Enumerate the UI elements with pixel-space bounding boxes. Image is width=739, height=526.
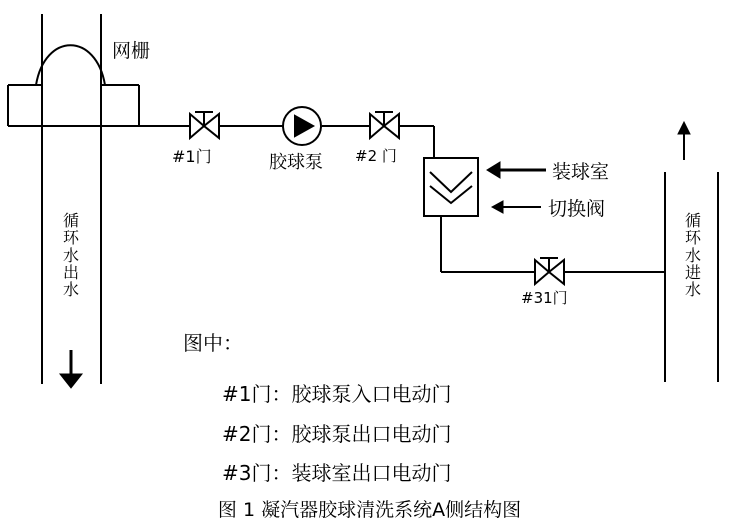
label-switch-valve: 切换阀 — [548, 198, 606, 220]
figure-caption: 图 1 凝汽器胶球清洗系统A侧结构图 — [217, 499, 522, 521]
ball-room-callout-arrow — [487, 162, 546, 178]
label-valve-1: #1门 — [172, 147, 212, 166]
flow-arrow-up — [678, 122, 690, 160]
legend-heading: 图中： — [183, 331, 243, 355]
label-circ-outlet: 循环水出水 — [63, 211, 80, 300]
label-ball-room: 装球室 — [552, 161, 610, 183]
label-valve-3: #31门 — [521, 289, 568, 307]
valve-1-icon[interactable] — [190, 112, 219, 138]
switch-valve-callout-arrow — [492, 201, 541, 213]
ball-room-vessel[interactable] — [424, 126, 478, 216]
label-circ-inlet: 循环水进水 — [685, 211, 702, 300]
label-grid: 网栅 — [112, 40, 151, 62]
circ-outlet-duct — [42, 14, 101, 384]
label-valve-2: #2 门 — [355, 147, 397, 165]
discharge-pipe — [441, 216, 665, 272]
legend-item-3: #3门：装球室出口电动门 — [222, 461, 452, 485]
valve-3-icon[interactable] — [535, 258, 564, 284]
ball-pump-icon[interactable] — [283, 107, 321, 145]
legend-item-2: #2门：胶球泵出口电动门 — [222, 422, 452, 446]
legend-item-1: #1门：胶球泵入口电动门 — [222, 382, 452, 406]
flow-arrow-down — [60, 350, 82, 388]
screen-chamber — [8, 85, 180, 126]
label-ball-pump: 胶球泵 — [269, 152, 323, 173]
grid-screen-icon — [36, 45, 105, 85]
valve-2-icon[interactable] — [370, 112, 399, 138]
